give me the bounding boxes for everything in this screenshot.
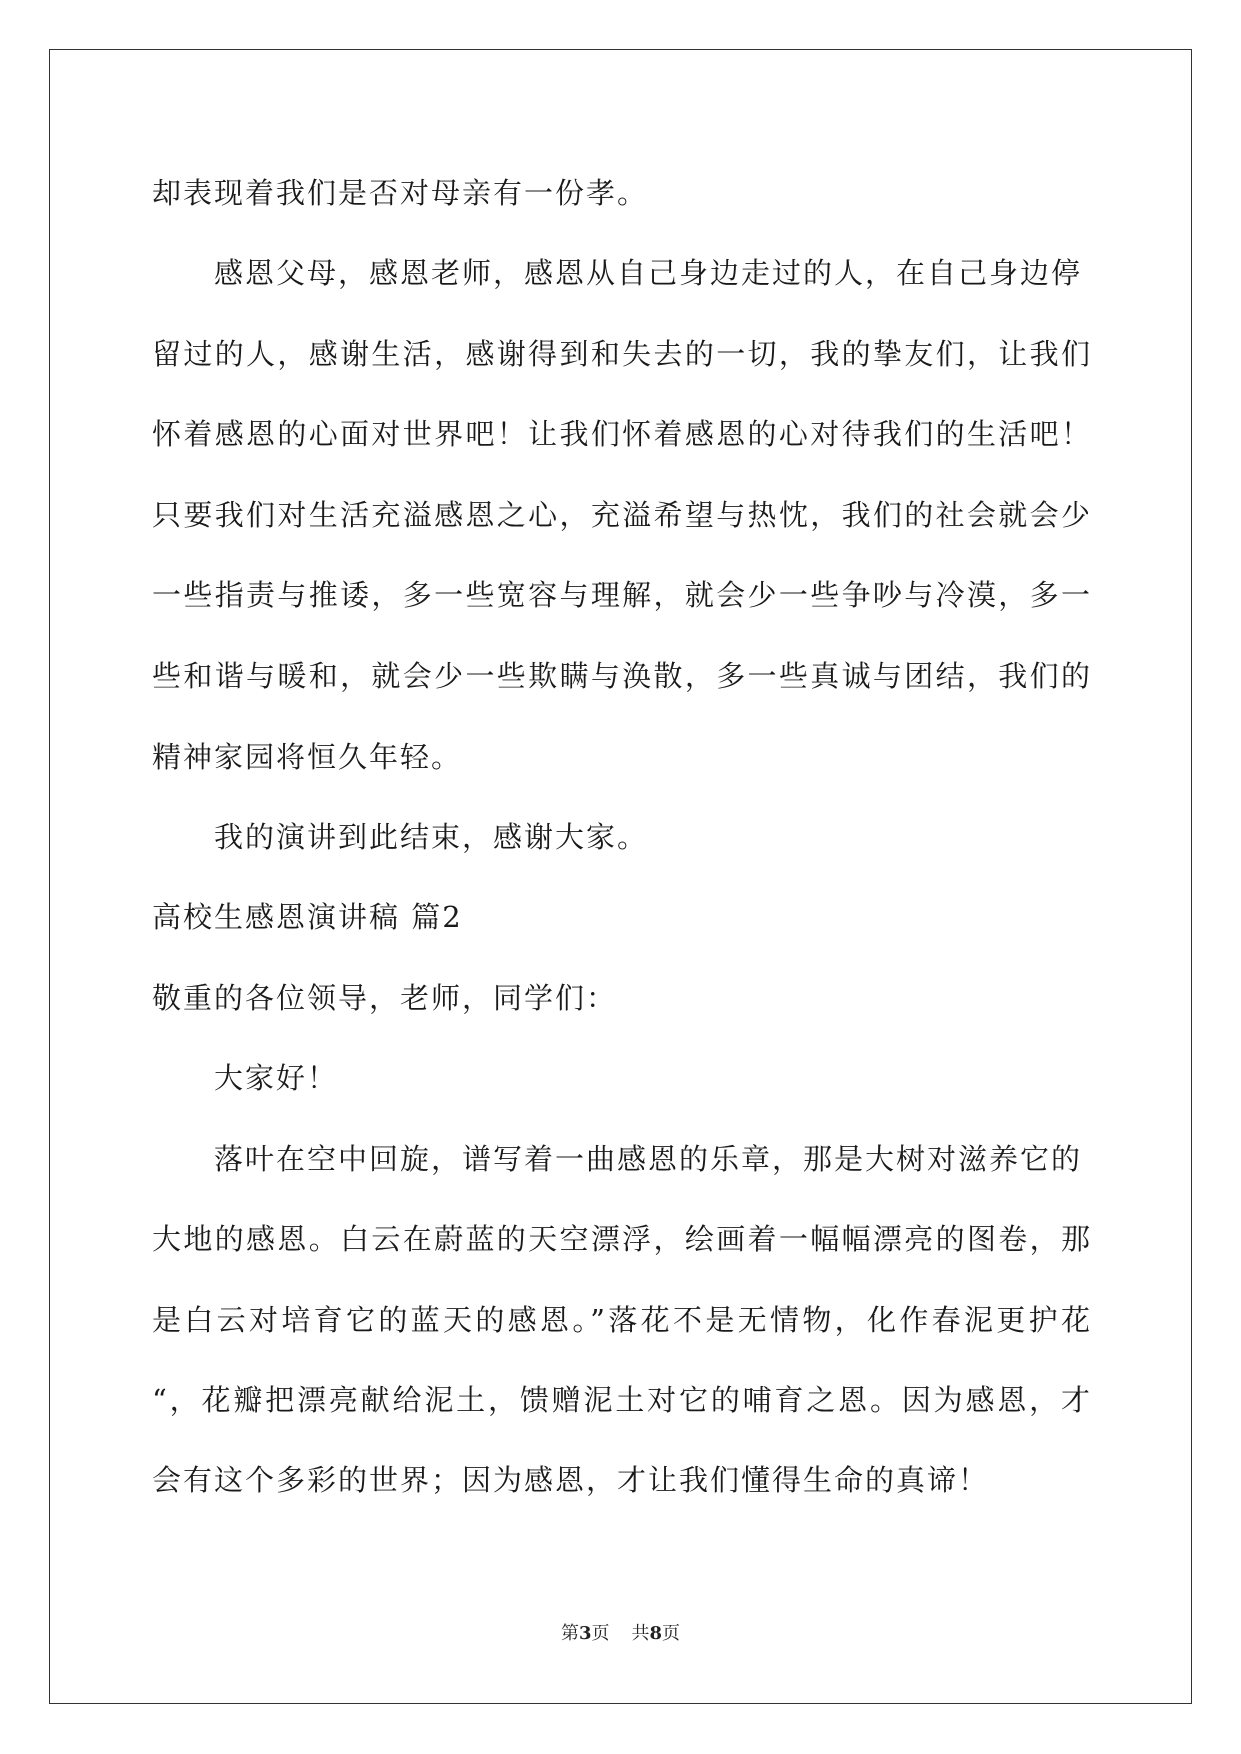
paragraph-line: 我的演讲到此结束，感谢大家。 (214, 820, 649, 854)
paragraph-line: 大地的感恩。白云在蔚蓝的天空漂浮，绘画着一幅幅漂亮的图卷，那 (152, 1222, 1090, 1256)
section-heading: 高校生感恩演讲稿 篇2 (152, 900, 463, 934)
page-footer (0, 1622, 1241, 1646)
paragraph-line: 会有这个多彩的世界；因为感恩，才让我们懂得生命的真谛！ (152, 1463, 990, 1497)
paragraph-line: 落叶在空中回旋，谱写着一曲感恩的乐章，那是大树对滋养它的 (214, 1142, 1083, 1176)
paragraph-line: 感恩父母，感恩老师，感恩从自己身边走过的人，在自己身边停 (214, 256, 1083, 290)
paragraph-line: 却表现着我们是否对母亲有一份孝。 (152, 176, 649, 210)
paragraph-line: 留过的人，感谢生活，感谢得到和失去的一切，我的挚友们，让我们 (152, 337, 1090, 371)
page-frame (49, 49, 1192, 1704)
page-number: 第3页 (560, 1623, 610, 1644)
page-total: 共8页 (631, 1623, 681, 1644)
paragraph-line: 些和谐与暖和，就会少一些欺瞒与涣散，多一些真诚与团结，我们的 (152, 659, 1090, 693)
paragraph-line: 怀着感恩的心面对世界吧！让我们怀着感恩的心对待我们的生活吧！ (152, 417, 1090, 451)
salutation: 敬重的各位领导，老师，同学们： (152, 981, 618, 1015)
paragraph-line: 精神家园将恒久年轻。 (152, 740, 463, 774)
paragraph-line: “，花瓣把漂亮献给泥土，馈赠泥土对它的哺育之恩。因为感恩，才 (152, 1383, 1090, 1417)
paragraph-line: 是白云对培育它的蓝天的感恩。”落花不是无情物，化作春泥更护花 (152, 1303, 1090, 1337)
paragraph-line: 一些指责与推诿，多一些宽容与理解，就会少一些争吵与冷漠，多一 (152, 578, 1090, 612)
paragraph-line: 只要我们对生活充溢感恩之心，充溢希望与热忱，我们的社会就会少 (152, 498, 1090, 532)
greeting: 大家好！ (214, 1061, 339, 1095)
